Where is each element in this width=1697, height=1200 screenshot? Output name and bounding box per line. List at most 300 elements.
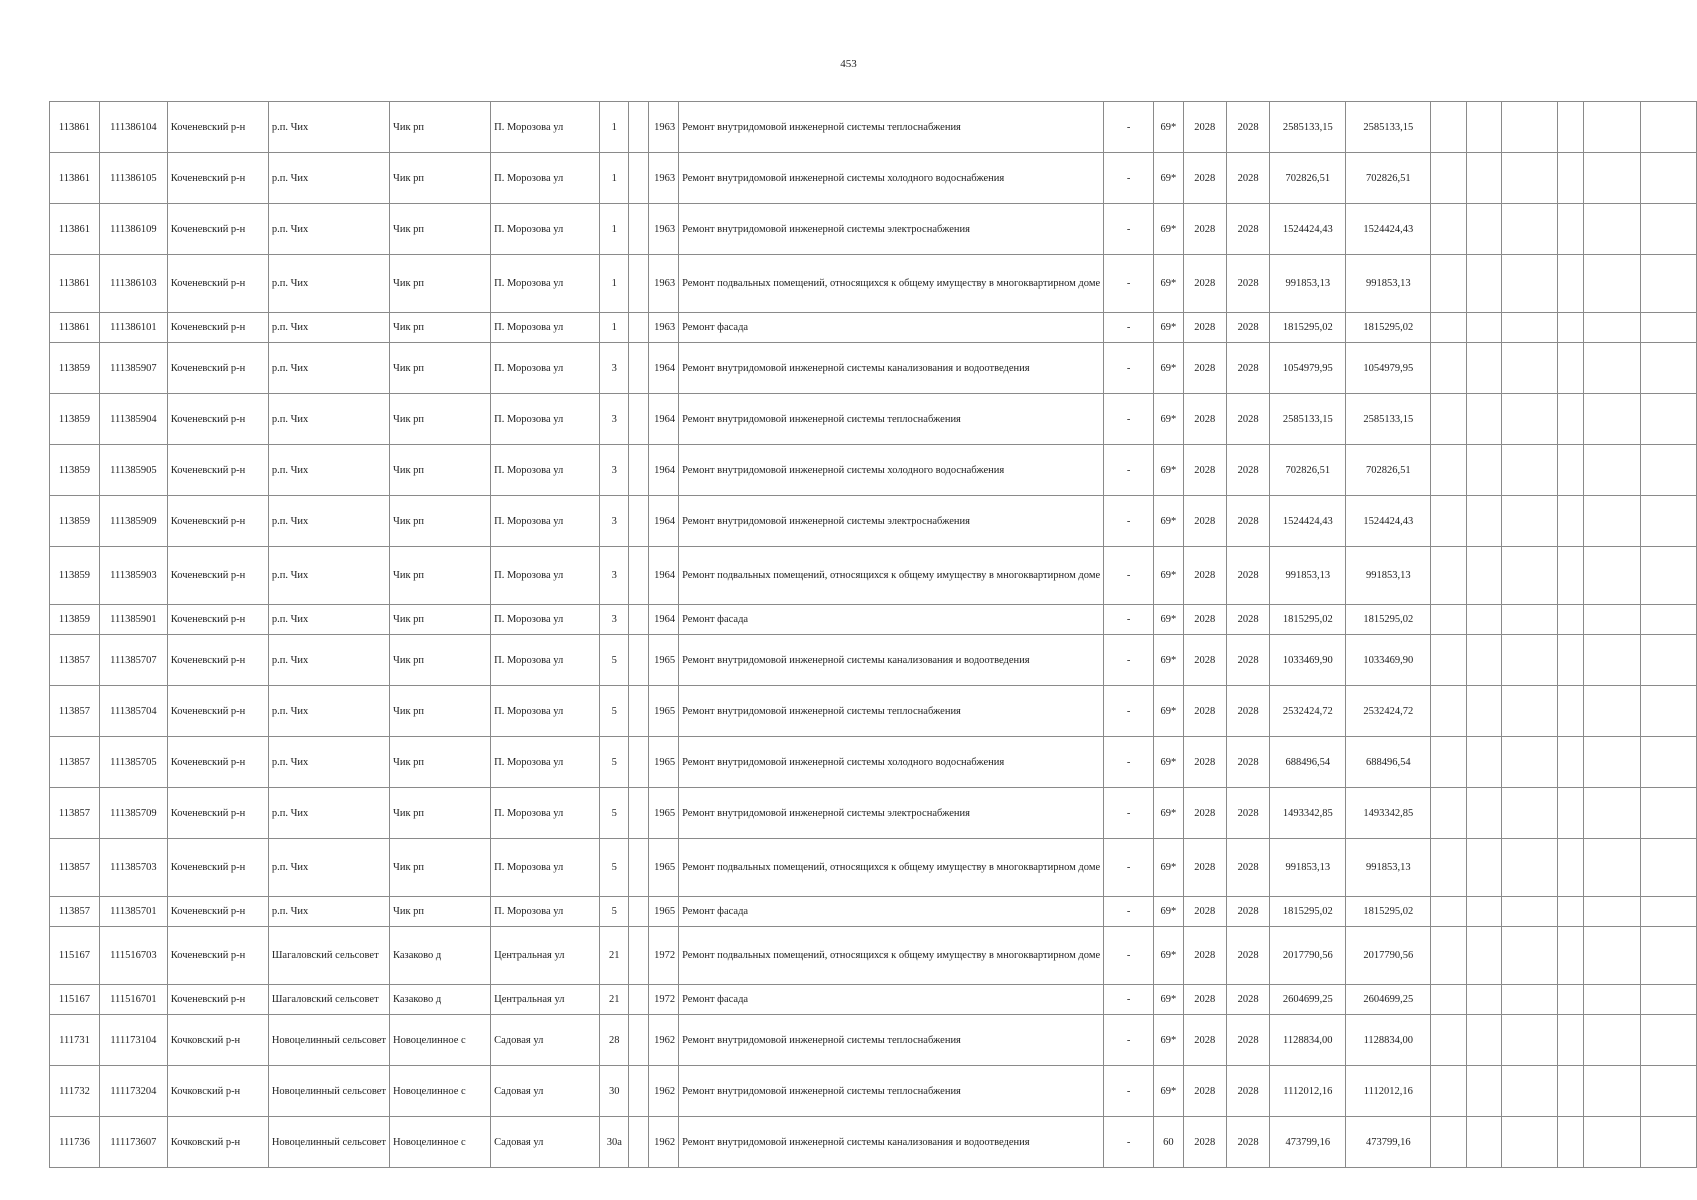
cell-empty (1583, 1117, 1640, 1168)
cell-empty (629, 255, 649, 313)
cell-y1: 2028 (1183, 605, 1226, 635)
cell-cost: 2017790,56 (1270, 927, 1346, 985)
cell-empty (1557, 635, 1583, 686)
cell-id: 113859 (50, 605, 100, 635)
cell-pct: 69* (1154, 313, 1184, 343)
cell-empty (1502, 1015, 1557, 1066)
cell-empty (1557, 839, 1583, 897)
cell-district: Коченевский р-н (167, 605, 268, 635)
cell-empty (1502, 897, 1557, 927)
cell-year: 1965 (649, 737, 679, 788)
cell-empty (1431, 102, 1467, 153)
cell-dash: - (1104, 985, 1154, 1015)
cell-id: 113857 (50, 897, 100, 927)
table-row (50, 788, 1697, 839)
cell-cost: 702826,51 (1270, 445, 1346, 496)
cell-locality: Чик рп (390, 547, 491, 605)
cell-year: 1962 (649, 1015, 679, 1066)
cell-y2: 2028 (1226, 737, 1269, 788)
cell-dash: - (1104, 394, 1154, 445)
cell-street: Центральная ул (491, 927, 600, 985)
cell-id: 113857 (50, 737, 100, 788)
cell-year: 1963 (649, 313, 679, 343)
cell-y1: 2028 (1183, 547, 1226, 605)
cell-code: 111385904 (99, 394, 167, 445)
cell-settlement: Новоцелинный сельсовет (268, 1117, 389, 1168)
cell-code: 111516701 (99, 985, 167, 1015)
cell-house: 1 (600, 153, 629, 204)
cell-code: 111386103 (99, 255, 167, 313)
cell-empty (1431, 788, 1467, 839)
cell-total: 1524424,43 (1346, 204, 1431, 255)
cell-dash: - (1104, 1117, 1154, 1168)
cell-work: Ремонт внутридомовой инженерной системы теплоснабжения (679, 394, 1104, 445)
cell-empty (1640, 927, 1696, 985)
cell-code: 111385905 (99, 445, 167, 496)
cell-empty (629, 343, 649, 394)
cell-street: П. Морозова ул (491, 102, 600, 153)
cell-house: 1 (600, 102, 629, 153)
cell-house: 3 (600, 394, 629, 445)
cell-street: П. Морозова ул (491, 897, 600, 927)
cell-y1: 2028 (1183, 445, 1226, 496)
cell-empty (1502, 788, 1557, 839)
cell-street: П. Морозова ул (491, 445, 600, 496)
cell-total: 1128834,00 (1346, 1015, 1431, 1066)
cell-empty (1466, 313, 1502, 343)
cell-id: 111731 (50, 1015, 100, 1066)
cell-empty (629, 1066, 649, 1117)
cell-code: 111385709 (99, 788, 167, 839)
cell-y2: 2028 (1226, 839, 1269, 897)
cell-settlement: Шагаловский сельсовет (268, 985, 389, 1015)
cell-empty (1466, 635, 1502, 686)
cell-y2: 2028 (1226, 547, 1269, 605)
cell-empty (1557, 1066, 1583, 1117)
cell-empty (1640, 605, 1696, 635)
cell-empty (1502, 343, 1557, 394)
cell-total: 1112012,16 (1346, 1066, 1431, 1117)
cell-house: 5 (600, 635, 629, 686)
cell-empty (629, 547, 649, 605)
cell-locality: Чик рп (390, 343, 491, 394)
cell-pct: 69* (1154, 686, 1184, 737)
cell-y1: 2028 (1183, 927, 1226, 985)
cell-settlement: р.п. Чих (268, 343, 389, 394)
cell-empty (1640, 153, 1696, 204)
cell-work: Ремонт внутридомовой инженерной системы холодного водоснабжения (679, 445, 1104, 496)
cell-empty (629, 737, 649, 788)
cell-empty (1466, 153, 1502, 204)
cell-empty (1431, 927, 1467, 985)
cell-empty (1466, 1117, 1502, 1168)
cell-year: 1964 (649, 394, 679, 445)
cell-locality: Казаково д (390, 985, 491, 1015)
cell-cost: 688496,54 (1270, 737, 1346, 788)
cell-empty (1502, 839, 1557, 897)
cell-empty (1502, 737, 1557, 788)
cell-y1: 2028 (1183, 255, 1226, 313)
cell-street: П. Морозова ул (491, 605, 600, 635)
cell-house: 5 (600, 839, 629, 897)
cell-cost: 1815295,02 (1270, 897, 1346, 927)
cell-empty (1583, 605, 1640, 635)
cell-empty (1431, 547, 1467, 605)
table-row (50, 1015, 1697, 1066)
cell-empty (1502, 153, 1557, 204)
repair-program-table (49, 101, 1697, 1168)
cell-y1: 2028 (1183, 102, 1226, 153)
cell-year: 1963 (649, 102, 679, 153)
cell-code: 111385707 (99, 635, 167, 686)
cell-empty (1640, 394, 1696, 445)
cell-empty (1502, 1066, 1557, 1117)
cell-empty (1557, 496, 1583, 547)
cell-code: 111385703 (99, 839, 167, 897)
cell-locality: Чик рп (390, 788, 491, 839)
cell-code: 111386105 (99, 153, 167, 204)
cell-dash: - (1104, 635, 1154, 686)
cell-settlement: р.п. Чих (268, 635, 389, 686)
cell-locality: Новоцелинное с (390, 1066, 491, 1117)
cell-total: 1815295,02 (1346, 897, 1431, 927)
cell-cost: 2604699,25 (1270, 985, 1346, 1015)
cell-district: Коченевский р-н (167, 788, 268, 839)
cell-y1: 2028 (1183, 204, 1226, 255)
cell-pct: 69* (1154, 897, 1184, 927)
cell-settlement: р.п. Чих (268, 897, 389, 927)
cell-empty (1466, 788, 1502, 839)
cell-settlement: р.п. Чих (268, 839, 389, 897)
cell-y2: 2028 (1226, 635, 1269, 686)
cell-id: 113861 (50, 255, 100, 313)
cell-empty (1557, 343, 1583, 394)
cell-id: 113859 (50, 343, 100, 394)
cell-locality: Чик рп (390, 686, 491, 737)
cell-street: П. Морозова ул (491, 343, 600, 394)
cell-y1: 2028 (1183, 788, 1226, 839)
cell-id: 113861 (50, 313, 100, 343)
cell-work: Ремонт фасада (679, 985, 1104, 1015)
cell-y1: 2028 (1183, 1015, 1226, 1066)
cell-dash: - (1104, 1015, 1154, 1066)
cell-id: 113857 (50, 839, 100, 897)
cell-settlement: Новоцелинный сельсовет (268, 1015, 389, 1066)
cell-locality: Чик рп (390, 897, 491, 927)
cell-empty (1431, 737, 1467, 788)
cell-cost: 702826,51 (1270, 153, 1346, 204)
cell-empty (1502, 313, 1557, 343)
cell-locality: Чик рп (390, 635, 491, 686)
cell-empty (1502, 255, 1557, 313)
cell-cost: 2585133,15 (1270, 102, 1346, 153)
cell-district: Коченевский р-н (167, 635, 268, 686)
cell-settlement: р.п. Чих (268, 547, 389, 605)
cell-cost: 473799,16 (1270, 1117, 1346, 1168)
cell-work: Ремонт внутридомовой инженерной системы канализования и водоотведения (679, 343, 1104, 394)
cell-empty (1557, 153, 1583, 204)
cell-id: 115167 (50, 985, 100, 1015)
cell-id: 113859 (50, 496, 100, 547)
cell-empty (1583, 445, 1640, 496)
cell-y1: 2028 (1183, 496, 1226, 547)
table-row (50, 985, 1697, 1015)
cell-empty (1583, 153, 1640, 204)
cell-district: Кочковский р-н (167, 1066, 268, 1117)
cell-empty (1640, 496, 1696, 547)
cell-empty (629, 313, 649, 343)
cell-empty (1640, 547, 1696, 605)
cell-work: Ремонт подвальных помещений, относящихся к общему имуществу в многоквартирном доме (679, 547, 1104, 605)
cell-cost: 1815295,02 (1270, 605, 1346, 635)
cell-district: Коченевский р-н (167, 496, 268, 547)
cell-empty (1466, 605, 1502, 635)
cell-empty (1640, 1015, 1696, 1066)
cell-work: Ремонт внутридомовой инженерной системы электроснабжения (679, 788, 1104, 839)
cell-empty (1583, 102, 1640, 153)
cell-year: 1965 (649, 635, 679, 686)
cell-settlement: р.п. Чих (268, 686, 389, 737)
cell-year: 1964 (649, 547, 679, 605)
cell-locality: Чик рп (390, 737, 491, 788)
cell-empty (1431, 343, 1467, 394)
cell-empty (1640, 686, 1696, 737)
cell-year: 1964 (649, 496, 679, 547)
table-row (50, 102, 1697, 153)
cell-empty (1640, 1117, 1696, 1168)
cell-total: 702826,51 (1346, 153, 1431, 204)
cell-y2: 2028 (1226, 788, 1269, 839)
cell-empty (1466, 927, 1502, 985)
cell-empty (629, 102, 649, 153)
cell-empty (1431, 496, 1467, 547)
cell-district: Коченевский р-н (167, 839, 268, 897)
cell-empty (1557, 686, 1583, 737)
table-row (50, 927, 1697, 985)
cell-code: 111173104 (99, 1015, 167, 1066)
cell-cost: 991853,13 (1270, 255, 1346, 313)
cell-work: Ремонт внутридомовой инженерной системы холодного водоснабжения (679, 153, 1104, 204)
cell-empty (1583, 547, 1640, 605)
cell-house: 28 (600, 1015, 629, 1066)
cell-district: Коченевский р-н (167, 153, 268, 204)
cell-empty (1583, 1015, 1640, 1066)
cell-pct: 69* (1154, 605, 1184, 635)
cell-cost: 991853,13 (1270, 839, 1346, 897)
cell-settlement: р.п. Чих (268, 788, 389, 839)
cell-empty (629, 1117, 649, 1168)
cell-year: 1963 (649, 255, 679, 313)
cell-locality: Чик рп (390, 313, 491, 343)
cell-dash: - (1104, 605, 1154, 635)
cell-id: 113857 (50, 686, 100, 737)
cell-empty (1557, 897, 1583, 927)
cell-district: Коченевский р-н (167, 737, 268, 788)
cell-locality: Новоцелинное с (390, 1117, 491, 1168)
cell-empty (1640, 788, 1696, 839)
cell-empty (1466, 1015, 1502, 1066)
cell-work: Ремонт внутридомовой инженерной системы теплоснабжения (679, 686, 1104, 737)
cell-locality: Чик рп (390, 445, 491, 496)
cell-empty (1431, 1066, 1467, 1117)
cell-code: 111385907 (99, 343, 167, 394)
cell-empty (1640, 737, 1696, 788)
cell-empty (629, 788, 649, 839)
cell-y2: 2028 (1226, 204, 1269, 255)
cell-year: 1972 (649, 985, 679, 1015)
cell-year: 1964 (649, 605, 679, 635)
cell-cost: 1112012,16 (1270, 1066, 1346, 1117)
table-row (50, 343, 1697, 394)
cell-year: 1972 (649, 927, 679, 985)
cell-empty (1502, 394, 1557, 445)
cell-empty (1466, 1066, 1502, 1117)
cell-house: 5 (600, 788, 629, 839)
cell-code: 111386101 (99, 313, 167, 343)
cell-settlement: р.п. Чих (268, 394, 389, 445)
cell-year: 1965 (649, 897, 679, 927)
cell-house: 5 (600, 737, 629, 788)
cell-empty (1502, 686, 1557, 737)
cell-empty (1557, 313, 1583, 343)
cell-year: 1964 (649, 445, 679, 496)
cell-empty (629, 635, 649, 686)
cell-empty (1583, 394, 1640, 445)
cell-empty (1466, 343, 1502, 394)
cell-empty (1431, 313, 1467, 343)
cell-year: 1965 (649, 788, 679, 839)
cell-total: 991853,13 (1346, 547, 1431, 605)
table-row (50, 204, 1697, 255)
cell-house: 3 (600, 496, 629, 547)
cell-pct: 69* (1154, 788, 1184, 839)
cell-id: 111736 (50, 1117, 100, 1168)
cell-y1: 2028 (1183, 635, 1226, 686)
cell-year: 1963 (649, 153, 679, 204)
cell-locality: Чик рп (390, 839, 491, 897)
cell-id: 113857 (50, 788, 100, 839)
cell-dash: - (1104, 255, 1154, 313)
cell-empty (1502, 445, 1557, 496)
cell-y2: 2028 (1226, 897, 1269, 927)
cell-empty (1466, 547, 1502, 605)
table-row (50, 547, 1697, 605)
cell-pct: 69* (1154, 927, 1184, 985)
cell-empty (1640, 204, 1696, 255)
cell-empty (1583, 788, 1640, 839)
cell-empty (1640, 839, 1696, 897)
cell-empty (1502, 102, 1557, 153)
cell-house: 30а (600, 1117, 629, 1168)
cell-dash: - (1104, 686, 1154, 737)
cell-work: Ремонт внутридомовой инженерной системы электроснабжения (679, 204, 1104, 255)
cell-total: 1033469,90 (1346, 635, 1431, 686)
cell-y2: 2028 (1226, 605, 1269, 635)
cell-cost: 1524424,43 (1270, 204, 1346, 255)
cell-street: П. Морозова ул (491, 394, 600, 445)
cell-street: П. Морозова ул (491, 686, 600, 737)
cell-pct: 69* (1154, 102, 1184, 153)
cell-empty (1431, 1117, 1467, 1168)
cell-work: Ремонт фасада (679, 313, 1104, 343)
cell-empty (1466, 897, 1502, 927)
cell-house: 1 (600, 255, 629, 313)
cell-y2: 2028 (1226, 927, 1269, 985)
cell-empty (1557, 1015, 1583, 1066)
cell-district: Коченевский р-н (167, 897, 268, 927)
cell-y1: 2028 (1183, 686, 1226, 737)
cell-street: П. Морозова ул (491, 547, 600, 605)
cell-empty (1431, 1015, 1467, 1066)
cell-empty (1583, 985, 1640, 1015)
cell-pct: 69* (1154, 737, 1184, 788)
cell-empty (1466, 394, 1502, 445)
cell-locality: Чик рп (390, 102, 491, 153)
cell-cost: 1128834,00 (1270, 1015, 1346, 1066)
cell-total: 1815295,02 (1346, 313, 1431, 343)
cell-total: 2585133,15 (1346, 102, 1431, 153)
cell-code: 111385909 (99, 496, 167, 547)
cell-empty (1583, 839, 1640, 897)
table-row (50, 394, 1697, 445)
cell-empty (1466, 737, 1502, 788)
cell-total: 1054979,95 (1346, 343, 1431, 394)
table-row (50, 496, 1697, 547)
cell-cost: 1033469,90 (1270, 635, 1346, 686)
cell-empty (1557, 1117, 1583, 1168)
cell-empty (1640, 445, 1696, 496)
cell-total: 473799,16 (1346, 1117, 1431, 1168)
cell-y2: 2028 (1226, 313, 1269, 343)
cell-empty (1557, 547, 1583, 605)
cell-house: 21 (600, 985, 629, 1015)
cell-settlement: р.п. Чих (268, 204, 389, 255)
cell-empty (1502, 985, 1557, 1015)
cell-locality: Чик рп (390, 394, 491, 445)
cell-total: 1815295,02 (1346, 605, 1431, 635)
cell-street: Садовая ул (491, 1117, 600, 1168)
cell-id: 113861 (50, 102, 100, 153)
cell-empty (1502, 635, 1557, 686)
cell-code: 111386109 (99, 204, 167, 255)
cell-street: П. Морозова ул (491, 153, 600, 204)
cell-house: 5 (600, 686, 629, 737)
cell-district: Коченевский р-н (167, 547, 268, 605)
cell-empty (1557, 102, 1583, 153)
cell-empty (1431, 635, 1467, 686)
cell-id: 113857 (50, 635, 100, 686)
cell-y2: 2028 (1226, 445, 1269, 496)
cell-empty (629, 204, 649, 255)
cell-empty (1466, 255, 1502, 313)
cell-id: 113859 (50, 445, 100, 496)
cell-settlement: р.п. Чих (268, 153, 389, 204)
cell-empty (1640, 1066, 1696, 1117)
cell-dash: - (1104, 102, 1154, 153)
cell-house: 3 (600, 547, 629, 605)
cell-settlement: Шагаловский сельсовет (268, 927, 389, 985)
cell-empty (1557, 394, 1583, 445)
cell-empty (629, 839, 649, 897)
cell-pct: 69* (1154, 635, 1184, 686)
cell-settlement: р.п. Чих (268, 102, 389, 153)
cell-settlement: р.п. Чих (268, 313, 389, 343)
cell-y2: 2028 (1226, 1117, 1269, 1168)
cell-district: Коченевский р-н (167, 102, 268, 153)
cell-cost: 1815295,02 (1270, 313, 1346, 343)
cell-street: Садовая ул (491, 1015, 600, 1066)
cell-empty (1502, 547, 1557, 605)
